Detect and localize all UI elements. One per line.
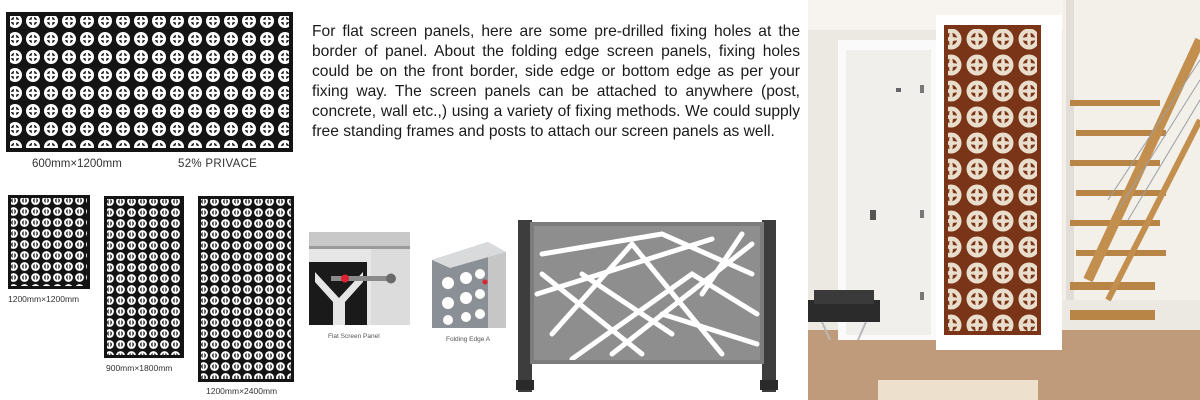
- folding-edge-fixing-image: [428, 238, 516, 328]
- interior-installation-photo: [808, 0, 1200, 400]
- panel-1200x2400-image: [198, 196, 294, 382]
- panel-900x1800-label: 900mm×1800mm: [106, 363, 173, 373]
- large-screen-panel-image: [6, 12, 293, 152]
- large-panel-privacy-label: 52% PRIVACE: [178, 158, 258, 170]
- flat-panel-fixing-image: [309, 232, 410, 325]
- folding-edge-fixing-label: Folding Edge A: [446, 336, 491, 343]
- large-panel-size-label: 600mm×1200mm: [32, 158, 122, 170]
- panel-1200x1200-image: [8, 195, 90, 289]
- fence-panel-with-posts-image: [512, 214, 788, 392]
- panel-1200x2400-label: 1200mm×2400mm: [206, 386, 278, 396]
- flat-panel-fixing-label: Flat Screen Panel: [328, 333, 380, 340]
- panel-1200x1200-label: 1200mm×1200mm: [8, 294, 80, 304]
- fixing-description: For flat screen panels, here are some pre-drilled fixing holes at the border of panel. About the folding edge screen panels, fixing holes could be on the front border, side edge or bottom edge as per your fixing way. The screen panels can be attached to anywhere (post, concrete, wall etc.,) using a variety of fixing methods. We could supply free standing frames and posts to attach our screen panels as well.: [312, 23, 800, 140]
- panel-900x1800-image: [104, 196, 184, 358]
